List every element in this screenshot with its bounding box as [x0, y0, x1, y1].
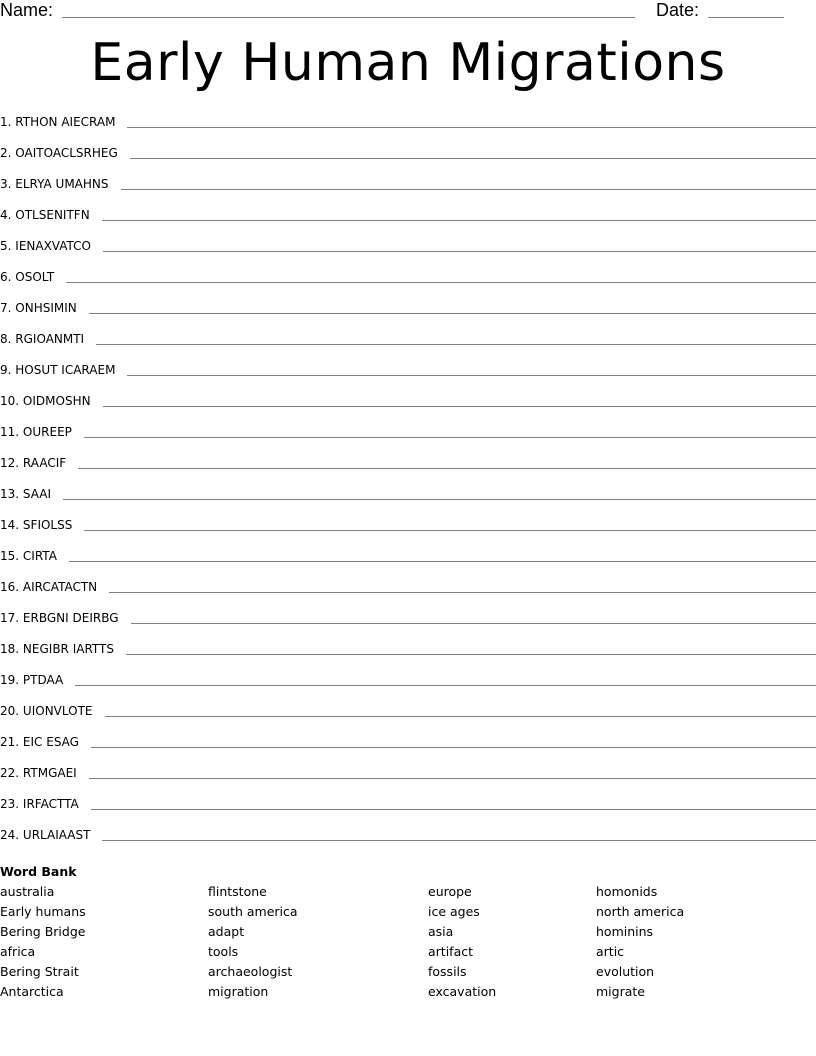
scrambled-text: URLAIAAST: [22, 828, 91, 842]
scrambled-text: OAITOACLSRHEG: [15, 146, 118, 160]
word-bank-item: migration: [208, 984, 269, 999]
question-number: 3.: [0, 177, 12, 191]
word-bank-item: Bering Strait: [0, 964, 79, 979]
word-bank-item: north america: [596, 904, 685, 919]
word-bank-item: Antarctica: [0, 984, 64, 999]
header-row: [0, 0, 816, 22]
answer-line[interactable]: [91, 747, 816, 748]
name-label: Name:: [0, 0, 54, 20]
question-number: 7.: [0, 301, 12, 315]
question-row: [0, 482, 816, 513]
scrambled-word: [0, 451, 66, 470]
word-bank-item: australia: [0, 884, 55, 899]
question-row: [0, 513, 816, 544]
scrambled-word: [0, 730, 79, 749]
question-row: [0, 203, 816, 234]
word-bank-item: Early humans: [0, 904, 86, 919]
answer-line[interactable]: [63, 499, 816, 500]
question-row: [0, 792, 816, 823]
scrambled-text: RTMGAEI: [22, 766, 77, 780]
question-number: 4.: [0, 208, 12, 222]
word-bank-item: africa: [0, 944, 36, 959]
scrambled-text: IENAXVATCO: [15, 239, 91, 253]
answer-line[interactable]: [103, 406, 816, 407]
question-row: [0, 668, 816, 699]
answer-line[interactable]: [96, 344, 816, 345]
scrambled-word: [0, 327, 84, 346]
scrambled-word: [0, 172, 109, 191]
question-number: 17.: [0, 611, 20, 625]
answer-line[interactable]: [89, 313, 816, 314]
scrambled-word: [0, 203, 90, 222]
question-row: [0, 172, 816, 203]
word-bank-column: [208, 882, 298, 1002]
question-number: 10.: [0, 394, 20, 408]
answer-line[interactable]: [103, 251, 816, 252]
scrambled-text: RGIOANMTI: [15, 332, 85, 346]
word-bank-item: evolution: [596, 964, 655, 979]
answer-line[interactable]: [127, 127, 816, 128]
scrambled-text: ELRYA UMAHNS: [15, 177, 109, 191]
word-bank-item: artifact: [428, 944, 474, 959]
name-field[interactable]: [62, 17, 635, 18]
question-row: [0, 358, 816, 389]
word-bank-item: asia: [428, 924, 454, 939]
question-row: [0, 265, 816, 296]
scrambled-text: OTLSENITFN: [15, 208, 90, 222]
question-number: 2.: [0, 146, 12, 160]
word-bank-item: archaeologist: [208, 964, 293, 979]
scrambled-text: OIDMOSHN: [22, 394, 91, 408]
word-bank-item: artic: [596, 944, 625, 959]
scrambled-word: [0, 637, 114, 656]
scrambled-text: RTHON AIECRAM: [15, 115, 116, 129]
question-number: 22.: [0, 766, 20, 780]
word-bank-item: tools: [208, 944, 239, 959]
question-number: 5.: [0, 239, 12, 253]
scrambled-text: PTDAA: [22, 673, 64, 687]
question-number: 16.: [0, 580, 20, 594]
word-bank-column: [0, 882, 86, 1002]
scrambled-text: OSOLT: [15, 270, 55, 284]
answer-line[interactable]: [66, 282, 816, 283]
word-bank-item: migrate: [596, 984, 645, 999]
scrambled-text: ERBGNI DEIRBG: [22, 611, 119, 625]
scrambled-text: OUREEP: [22, 425, 72, 439]
answer-line[interactable]: [89, 778, 816, 779]
word-bank-item: south america: [208, 904, 298, 919]
question-row: [0, 389, 816, 420]
scrambled-text: SAAI: [22, 487, 52, 501]
scrambled-word: [0, 234, 91, 253]
answer-line[interactable]: [69, 561, 816, 562]
question-row: [0, 110, 816, 141]
scrambled-word: [0, 482, 51, 501]
question-number: 6.: [0, 270, 12, 284]
question-number: 15.: [0, 549, 20, 563]
answer-line[interactable]: [126, 654, 816, 655]
question-number: 23.: [0, 797, 20, 811]
word-bank-item: ice ages: [428, 904, 480, 919]
word-bank-title: Word Bank: [0, 864, 77, 879]
scrambled-word: [0, 699, 93, 718]
scrambled-text: CIRTA: [22, 549, 57, 563]
question-row: [0, 141, 816, 172]
scrambled-text: RAACIF: [22, 456, 67, 470]
scrambled-word: [0, 110, 115, 129]
question-list: [0, 110, 816, 854]
scrambled-word: [0, 389, 91, 408]
date-label: Date:: [656, 0, 700, 20]
word-bank-column: [428, 882, 496, 1002]
word-bank: [0, 864, 816, 999]
question-number: 9.: [0, 363, 12, 377]
scrambled-text: SFIOLSS: [22, 518, 73, 532]
answer-line[interactable]: [84, 437, 816, 438]
answer-line[interactable]: [84, 530, 816, 531]
scrambled-text: ONHSIMIN: [15, 301, 77, 315]
scrambled-text: HOSUT ICARAEM: [15, 363, 116, 377]
scrambled-word: [0, 668, 63, 687]
scrambled-word: [0, 358, 115, 377]
answer-line[interactable]: [91, 809, 816, 810]
scrambled-word: [0, 761, 77, 780]
answer-line[interactable]: [109, 592, 816, 593]
word-bank-item: excavation: [428, 984, 497, 999]
question-row: [0, 296, 816, 327]
question-row: [0, 234, 816, 265]
page-title: Early Human Migrations: [90, 33, 726, 93]
word-bank-item: hominins: [596, 924, 654, 939]
scrambled-word: [0, 141, 118, 160]
word-bank-item: flintstone: [208, 884, 267, 899]
question-number: 12.: [0, 456, 20, 470]
answer-line[interactable]: [78, 468, 816, 469]
answer-line[interactable]: [105, 716, 816, 717]
answer-line[interactable]: [102, 840, 816, 841]
answer-line[interactable]: [130, 158, 816, 159]
answer-line[interactable]: [75, 685, 816, 686]
scrambled-word: [0, 420, 72, 439]
question-row: [0, 420, 816, 451]
scrambled-word: [0, 544, 57, 563]
scrambled-word: [0, 296, 77, 315]
answer-line[interactable]: [131, 623, 816, 624]
question-row: [0, 761, 816, 792]
question-row: [0, 606, 816, 637]
question-row: [0, 823, 816, 854]
scrambled-text: IRFACTTA: [22, 797, 79, 811]
scrambled-text: EIC ESAG: [22, 735, 79, 749]
answer-line[interactable]: [127, 375, 816, 376]
question-number: 8.: [0, 332, 12, 346]
question-row: [0, 637, 816, 668]
scrambled-text: UIONVLOTE: [22, 704, 93, 718]
question-number: 1.: [0, 115, 12, 129]
scrambled-text: AIRCATACTN: [22, 580, 98, 594]
word-bank-item: adapt: [208, 924, 245, 939]
scrambled-word: [0, 265, 54, 284]
word-bank-column: [596, 882, 684, 1002]
question-row: [0, 575, 816, 606]
word-bank-item: Bering Bridge: [0, 924, 86, 939]
question-number: 13.: [0, 487, 20, 501]
scrambled-text: NEGIBR IARTTS: [22, 642, 114, 656]
question-row: [0, 544, 816, 575]
question-number: 21.: [0, 735, 20, 749]
scrambled-word: [0, 575, 97, 594]
question-number: 18.: [0, 642, 20, 656]
scrambled-word: [0, 513, 72, 532]
question-number: 11.: [0, 425, 20, 439]
question-row: [0, 699, 816, 730]
answer-line[interactable]: [102, 220, 816, 221]
answer-line[interactable]: [121, 189, 816, 190]
question-number: 14.: [0, 518, 20, 532]
question-row: [0, 327, 816, 358]
word-bank-item: europe: [428, 884, 472, 899]
date-field[interactable]: [708, 17, 784, 18]
question-number: 20.: [0, 704, 20, 718]
word-bank-item: fossils: [428, 964, 467, 979]
word-bank-item: homonids: [596, 884, 658, 899]
question-number: 24.: [0, 828, 20, 842]
question-row: [0, 730, 816, 761]
question-number: 19.: [0, 673, 20, 687]
question-row: [0, 451, 816, 482]
scrambled-word: [0, 823, 90, 842]
scrambled-word: [0, 792, 79, 811]
scrambled-word: [0, 606, 119, 625]
